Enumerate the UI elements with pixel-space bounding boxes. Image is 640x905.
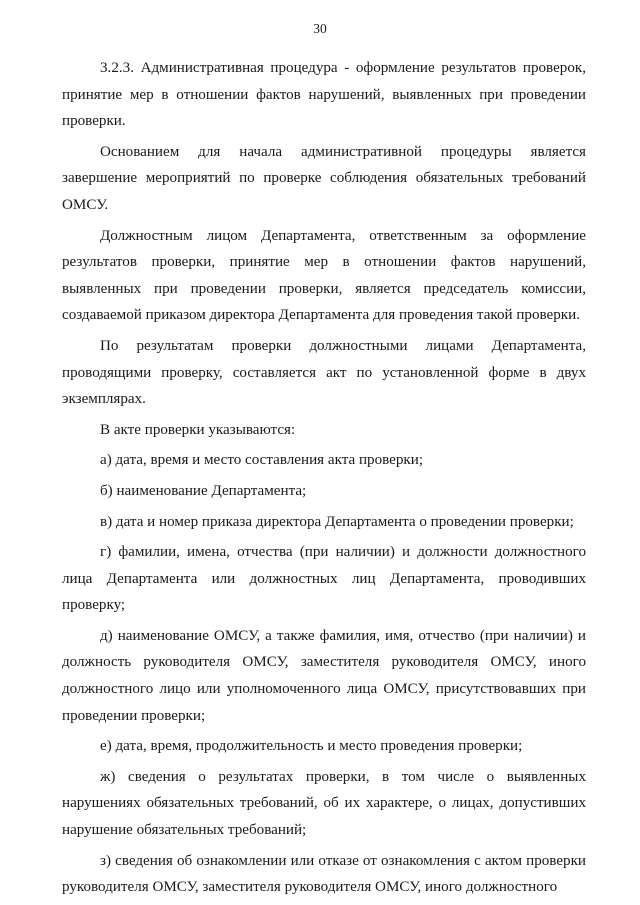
list-item-d: д) наименование ОМСУ, а также фамилия, имя, отчество (при наличии) и должность руководителя ОМСУ, заместителя руководителя ОМСУ, иного должностного лицо или уполномоченного лица ОМСУ, присутствовавших при проведении проверки; (62, 627, 586, 724)
paragraph-inspection-act: По результатам проверки должностными лицами Департамента, проводящими проверку, составляется акт по установленной форме в двух экземплярах. (62, 337, 586, 408)
list-item-a: а) дата, время и место составления акта проверки; (100, 452, 424, 469)
list-item-v: в) дата и номер приказа директора Департамента о проведении проверки; (100, 513, 574, 530)
list-item-b: б) наименование Департамента; (100, 482, 307, 499)
list-item-z: з) сведения об ознакомлении или отказе от ознакомления с актом проверки руководителя ОМСУ, заместителя руководителя ОМСУ, иного должностного (62, 852, 586, 896)
list-item-g: г) фамилии, имена, отчества (при наличии) и должности должностного лица Департамента или должностных лиц Департамента, проводивших проверку; (62, 544, 586, 614)
paragraph-act-contents-intro: В акте проверки указываются: (100, 421, 296, 438)
paragraph-responsible-official: Должностным лицом Департамента, ответственным за оформление результатов проверки, принятие мер в отношении фактов нарушений, выявленных при проведении проверки, является председатель комиссии, создаваемой приказом директора Департамента для проведения такой проверки. (62, 227, 586, 324)
list-item-zh: ж) сведения о результатах проверки, в том числе о выявленных нарушениях обязательных требований, об их характере, о лицах, допустивших нарушение обязательных требований; (62, 768, 586, 839)
document-body (62, 55, 586, 901)
page-number: 30 (313, 21, 327, 36)
paragraph-basis: Основанием для начала административной процедуры является завершение мероприятий по проверке соблюдения обязательных требований ОМСУ. (62, 143, 586, 213)
list-item-e: е) дата, время, продолжительность и место проведения проверки; (100, 738, 523, 755)
paragraph-procedure-title: 3.2.3. Административная процедура - оформление результатов проверок, принятие мер в отношении фактов нарушений, выявленных при проведении проверки. (62, 60, 586, 130)
